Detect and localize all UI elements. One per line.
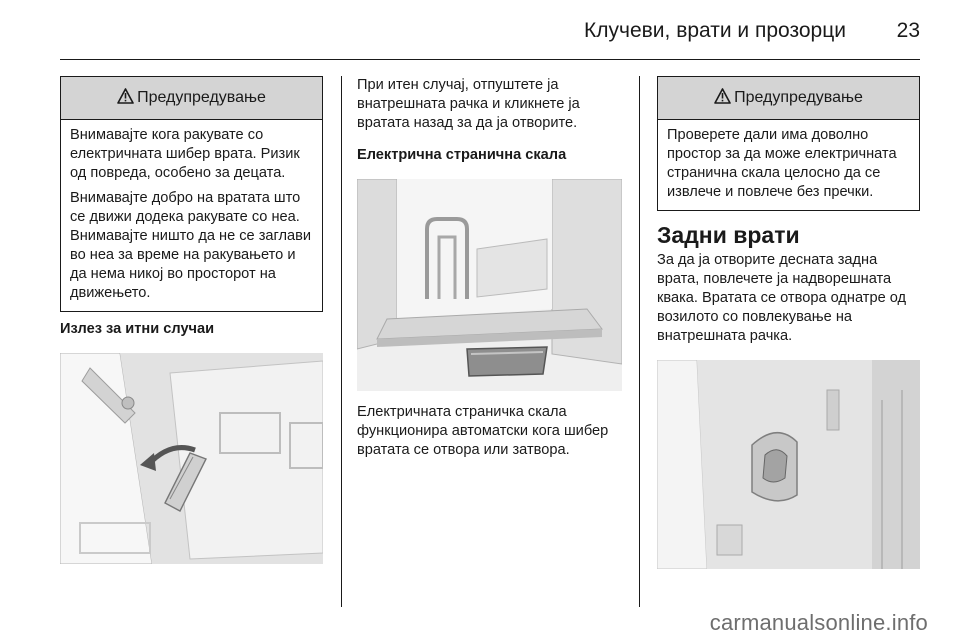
page-header xyxy=(60,16,920,50)
column-1 xyxy=(60,76,323,564)
step-caption: Електричната страничка скала функционира автоматски кога шибер вратата се отвора или затвора. xyxy=(357,404,609,458)
column-divider-left xyxy=(341,76,342,607)
warning-triangle-icon xyxy=(714,88,731,109)
emergency-instructions: При итен случај, отпуштете ја внатрешната рачка и кликнете ја вратата назад за да ја отворите. xyxy=(357,77,580,131)
warning-body xyxy=(658,120,919,210)
warning-box xyxy=(60,76,323,312)
electric-step-illustration xyxy=(357,179,622,391)
column-divider-right xyxy=(639,76,640,607)
warning-paragraph: Внимавајте добро на вратата што се движи додека ракувате со неа. Внимавајте ништо да не се заглави во неа за време на ракувањето и да нема никој во просторот на движењето. xyxy=(70,190,312,301)
warning-title: Предупредување xyxy=(734,89,863,106)
emergency-exit-heading: Излез за итни случаи xyxy=(60,321,215,337)
column-2 xyxy=(357,76,622,460)
warning-paragraph: Проверете дали има доволно простор за да може електричната странична скала целосно да се извлече и повлече без пречки. xyxy=(667,127,897,200)
rear-doors-text: За да ја отворите десната задна врата, повлечете ја надворешната квака. Вратата се отвора однатре од возилото со повлекување на внатрешната рачка. xyxy=(657,252,907,344)
emergency-release-illustration xyxy=(60,353,323,564)
rear-door-handle-illustration xyxy=(657,360,920,569)
warning-header xyxy=(61,77,322,120)
warning-header xyxy=(658,77,919,120)
page-number: 23 xyxy=(896,19,920,42)
page-header-title: Клучеви, врати и прозорци xyxy=(584,19,846,42)
rear-doors-heading: Задни врати xyxy=(657,222,800,248)
warning-box xyxy=(657,76,920,211)
warning-body xyxy=(61,120,322,311)
warning-paragraph: Внимавајте кога ракувате со електричната шибер врата. Ризик од повреда, особено за децата. xyxy=(70,127,300,181)
warning-triangle-icon xyxy=(117,88,134,109)
watermark: carmanualsonline.info xyxy=(709,610,928,635)
warning-title: Предупредување xyxy=(137,89,266,106)
electric-step-heading: Електрична странична скала xyxy=(357,147,567,163)
header-rule xyxy=(60,59,920,60)
column-3 xyxy=(657,76,920,569)
